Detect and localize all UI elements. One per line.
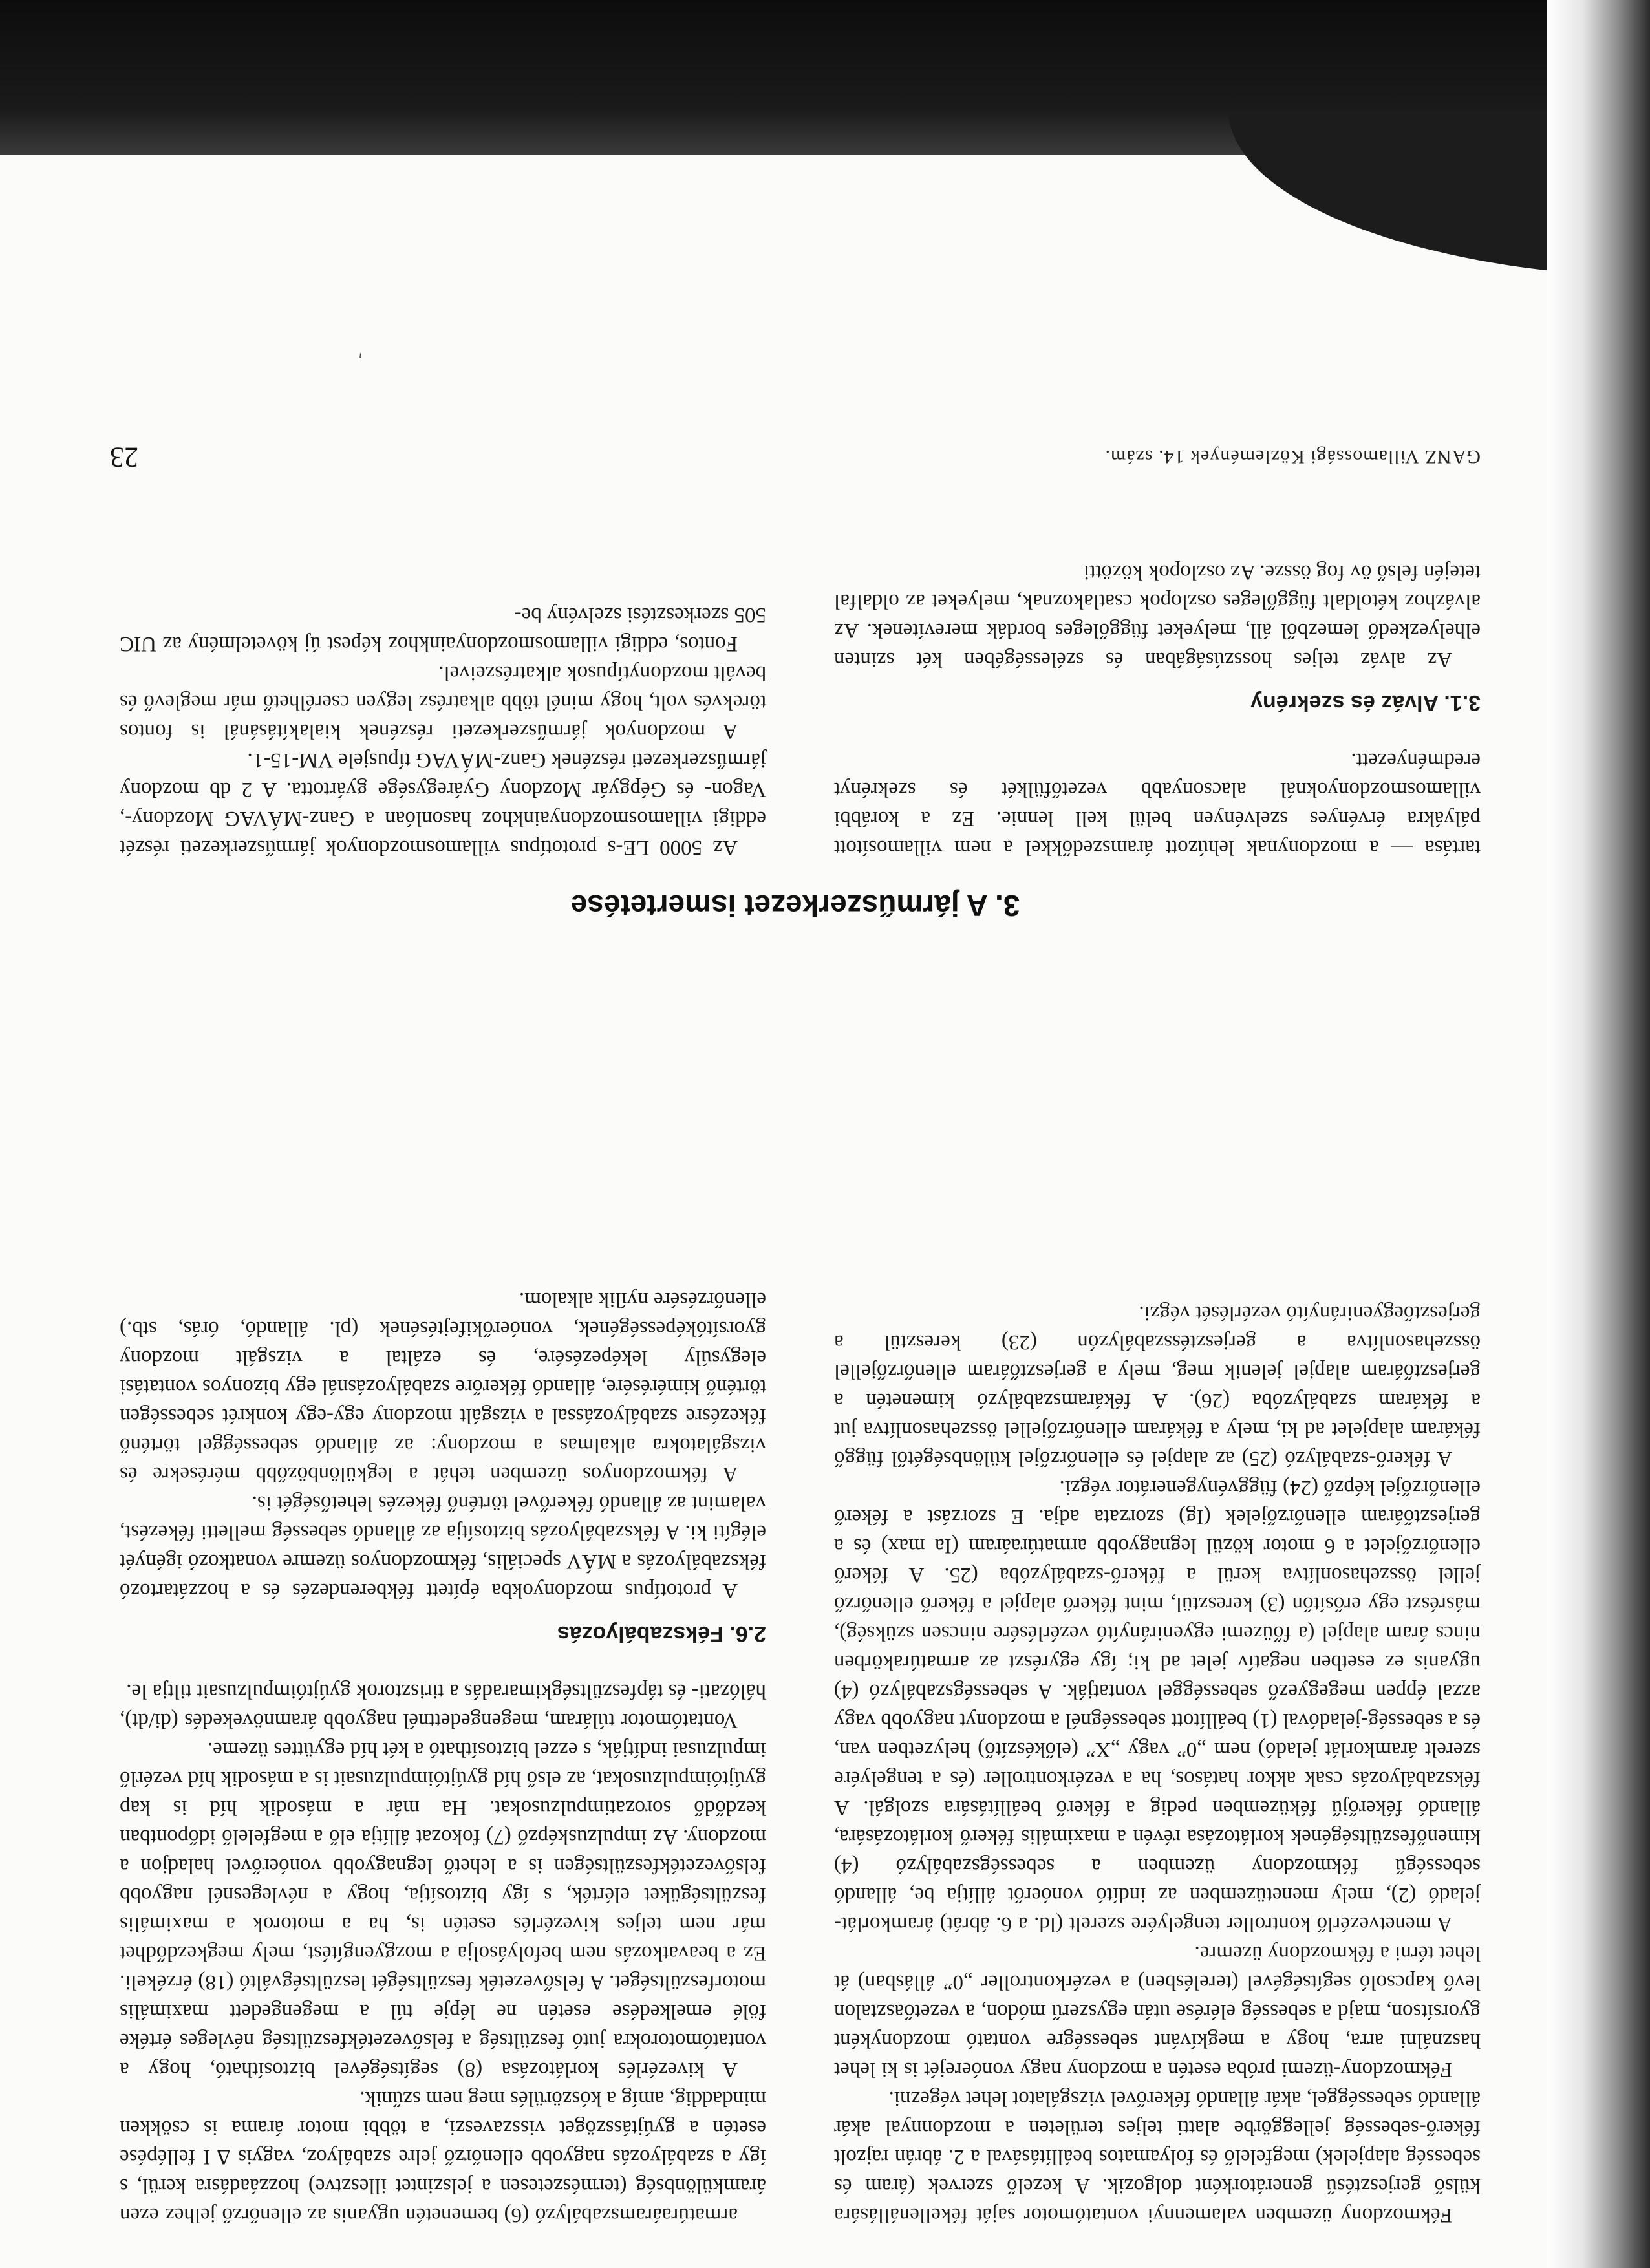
page-number: 23 — [110, 442, 138, 473]
paragraph: Az 5000 LE-s prototípus villamosmozdonyok járműszerkezeti részét eddigi villamosmozdonyainkhoz hasonlóan a Ganz-MÁVAG Mozdony-, Vagon- és Gépgyár Mozdony Gyáregysége gyártotta. A 2 db mozdony járműszerkezeti részének Ganz-MÁVAG típusjele VM-15-1. — [120, 749, 766, 859]
paragraph: A fékmozdonyos üzemben tehát a legkülönbözőbb mérésekre és vizsgálatokra alkalmas a mozdony: az állandó sebességgel történő fékezésre szabályozással a vizsgált mozdony egy-egy konkrét sebességen történő kimérésére, állandó fékerőre szabályozásnál egy bizonyos vontatási elegysúly leképezésére, és ezáltal a vizsgált mozdony gyorsítóképességének, vonóerőkifejtésének (pl. állandó, órás, stb.) ellenőrzésére nyílik alkalom. — [120, 1288, 766, 1486]
paragraph: Fontos, eddigi villamosmozdonyainkhoz képest új követelmény az UIC 505 szerkesztési szelvény be- — [120, 603, 766, 656]
paragraph: armatúraáramszabályzó (6) bemenetén ugyanis az ellenőrző jelhez ezen áramkülönbség (természetesen a jelszintet illesztve) hozzáadásra kerül, s így a szabályozás nagyobb ellenőrző jelre szabályoz, vagyis Δ I fellépése esetén a gyújtásszöget visszaveszi, a többi motor árama is csökken mindaddig, amíg a kószörülés meg nem szűnik. — [120, 2087, 766, 2227]
paragraph: tartása — a mozdonynak lehúzott áramszedőkkel a nem villamosított pályákra érvényes szelvényen belül kell lennie. Ez a korábbi villamosmozdonyoknál alacsonyabb vezetőfülkét és szekrényt eredményezett. — [834, 749, 1481, 859]
paragraph: Fékmozdony-üzemi próba esetén a mozdony nagy vonóerejét is ki lehet használni arra, hogy a megkívánt sebességre vontató mozdonyként gyorsítson, majd a sebesség elérése után egyszerű módon, a vezetőasztalon levő kapcsoló segítségével (terelésben) a vezérkontroller „0” állásban) át lehet térni a fékmozdony üzemre. — [834, 1942, 1481, 2081]
paragraph: Fékmozdony üzemben valamennyi vontatómotor saját fékellenállására külső gerjesztésű generátorként dolgozik. A kezelő szervek (áram és sebesség alapjelek) megfelelő és folyamatos beállításával a 2. ábrán rajzolt fékerő-sebesség jelleggörbe alatti teljes területen a mozdonnyal akár állandó sebességgel, akár állandó fékerővel vizsgálatot lehet végezni. — [834, 2087, 1481, 2227]
paragraph: A mozdonyok járműszerkezeti részének kialakításánál is fontos törekvés volt, hogy minél több alkatrész legyen cserélhető már meglevő és bevált mozdonytípusok alkatrészeivel. — [120, 661, 766, 743]
running-head: GANZ Villamossági Közlemények 14. szám. — [1104, 446, 1481, 467]
rotated-page — [97, 155, 1494, 2268]
paragraph: A prototípus mozdonyokba épített fékberendezés és a hozzátartozó fékszabályozás a MÁV speciális, fékmozdonyos üzemre vonatkozó igényét elégíti ki. A fékszabályozás biztosítja az állandó sebesség melletti fékezést, valamint az állandó fékerővel történő fékezés lehetőségét is. — [120, 1492, 766, 1602]
section-heading: 2.6. Fékszabályozás — [557, 1621, 766, 1646]
right-column-bottom — [120, 600, 766, 862]
scanner-right-shadow — [1547, 0, 1650, 2268]
chapter-title: 3. A járműszerkezet ismertetése — [570, 889, 1020, 923]
paragraph: A menetvezérlő kontroller tengelyére szerelt (ld. a 6. ábrát) áramkorlát-jeladó (2), mely menetüzemben az indító vonóerőt állítja be, állandó sebességű fékmozdony üzemben a sebességszabályzó (4) kimenőfeszültségének korlátozása révén a maximális fékerő korlátozására, állandó fékerőjű féküzemben pedig a fékerő beállítására szolgál. A fékszabályozás csak akkor hatásos, ha a vezérkontroller (és a tengelyére szerelt áramkorlát jeladó) nem „0” vagy „X” (előkészítő) helyzetben van, és a sebesség-jeladóval (1) beállított sebességnél a mozdonyt nagyobb vagy azzal éppen megegyező sebességgel vontatják. A sebességszabályzó (4) ugyanis ez esetben negatív jelet ad ki; így egyrészt az armatúrakörben nincs áram alapjel (a főüzemi egyenirányító vezérlésére nincsen szükség), másrészt egy erősítőn (3) keresztül, mint fékerő alapjel a fékerő ellenőrző jellel összehasonlítva kerül a fékerő-szabályzóba (25. A fékerő ellenőrzőjelet a 6 motor közül legnagyobb armatúraáram (Ia max) és a gerjesztőáram ellenőrzőjelek (Ig) szorzata adja. E szorzást a fékerő ellenőrzőjel képző (24) függvénygenerátor végzi. — [834, 1476, 1481, 1936]
section-heading: 3.1. Alváz és szekrény — [1250, 690, 1481, 715]
paragraph: A kivezérlés korlátozása (8) segítségével biztosítható, hogy a vontatómotorokra jutó feszültség a felsővezetékfeszültség névleges értéke fölé emelkedése esetén ne lépje túl a megengedett maximális motorfeszültséget. A felsővezeték feszültségét leszültségváltó (18) érzékeli. Ez a beavatkozás nem befolyásolja a mozgyengítést, mely megkezdődhet már nem teljes kivezérlés esetén is, ha a motorok a maximális feszültségüket elérték, s így biztosítja, hogy a névlegesnél nagyobb felsővezetékfeszültségen is a lehető legnagyobb vonóerővel haladjon a mozdony. Az impulzusképző (7) fokozat állítja elő a megfelelő időpontban kezdődő sorozatimpulzusokat. Ha már a második híd is kap gyújtóimpulzusokat, az első híd gyújtóimpulzusait is a második híd vezérlő impulzusai indítják, s ezzel biztosítható a két híd együttes üzeme. — [120, 1738, 766, 2081]
left-column-bottom — [834, 557, 1481, 862]
page-header — [110, 429, 1481, 474]
paragraph: A fékerő-szabályzó (25) az alapjel és ellenőrzőjel különbségétől függő fékáram alapjelet ad ki, mely a fékáram ellenőrzőjellel összehasonlítva jut a fékáram szabályzóba (26). A fékáramszabályzó kimenetén a gerjesztőáram alapjel jelenik meg, mely a gerjesztőáram ellenőrzőjellel összehasonlítva a gerjesztésszabályzón (23) keresztül a gerjesztőegyenirányító vezérlését végzi. — [834, 1301, 1481, 1470]
left-column-top — [834, 1298, 1481, 2229]
paragraph: Vontatómotor túláram, megengedettnél nagyobb áramnövekedés (di/dt), hálózati- és tápfeszültségkimaradás a tirisztorok gyújtóimpulzusait tiltja le. — [120, 1680, 766, 1732]
paragraph: Az alváz teljes hosszúságában és szélességében két szinten elhelyezkedő lemezből áll, melyeket függőleges bordák merevítenek. Az alvázhoz kétoldalt függőleges oszlopok csatlakoznak, melyeket az oldalfal tetején felső öv fog össze. Az oszlopok közötti — [834, 561, 1481, 671]
right-column-top — [120, 1285, 766, 2229]
stray-mark: ' — [358, 341, 362, 361]
